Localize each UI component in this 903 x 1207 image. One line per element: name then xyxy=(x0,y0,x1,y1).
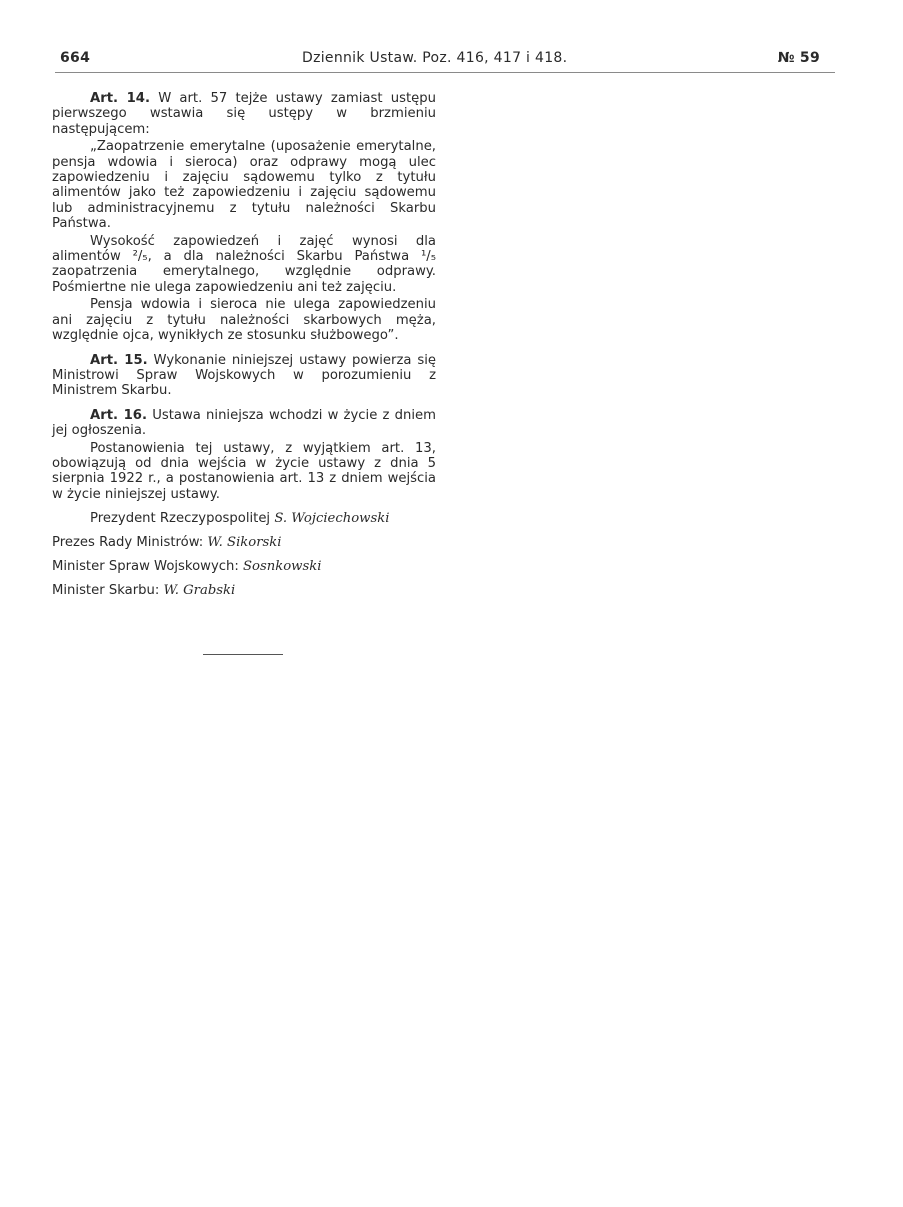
page-header xyxy=(60,50,820,70)
article-15-paragraph-1 xyxy=(52,353,436,399)
signature-name: W. Sikorski xyxy=(207,535,282,551)
signature-block xyxy=(52,511,436,598)
signature-role: Minister Spraw Wojskowych: xyxy=(52,559,239,575)
signature-prime-minister xyxy=(52,535,436,550)
signature-role: Prezes Rady Ministrów: xyxy=(52,535,204,551)
article-14-paragraph-3: Wysokość zapowiedzeń i zajęć wynosi dla alimentów ²/₅, a dla należności Skarbu Państwa ¹/₅ zaopatrzenia emerytalnego, względnie odprawy. Pośmiertne nie ulega zapowiedzeniu ani też zajęciu. xyxy=(52,233,436,295)
page-number: 664 xyxy=(60,50,91,66)
signature-role: Minister Skarbu: xyxy=(52,583,160,599)
signature-name: S. Wojciechowski xyxy=(274,511,390,527)
signature-treasury-minister xyxy=(52,583,436,598)
signature-name: Sosnkowski xyxy=(243,559,322,575)
article-14-text-1: W art. 57 tejże ustawy zamiast ustępu pierwszego wstawia się ustępy w brzmieniu następującem: xyxy=(52,91,436,137)
article-15-text-1: Wykonanie niniejszej ustawy powierza się Ministrowi Spraw Wojskowych w porozumieniu z Ministrem Skarbu. xyxy=(52,352,436,399)
article-14-label: Art. 14. xyxy=(90,91,150,106)
article-14-paragraph-1 xyxy=(52,91,436,137)
article-16-paragraph-1 xyxy=(52,408,436,439)
signature-name: W. Grabski xyxy=(163,583,236,599)
text-column xyxy=(52,91,436,607)
article-15-label: Art. 15. xyxy=(90,352,148,368)
article-16-paragraph-2: Postanowienia tej ustawy, z wyjątkiem art. 13, obowiązują od dnia wejścia w życie ustawy z dnia 5 sierpnia 1922 r., a postanowienia art. 13 z dniem wejścia w życie niniejszej ustawy. xyxy=(52,440,436,502)
signature-military-minister xyxy=(52,559,436,574)
end-of-section-rule xyxy=(203,654,283,655)
issue-number: № 59 xyxy=(777,50,820,66)
signature-president xyxy=(52,511,436,526)
article-16-label: Art. 16. xyxy=(90,407,147,423)
article-14-paragraph-2: „Zaopatrzenie emerytalne (uposażenie emerytalne, pensja wdowia i sieroca) oraz odprawy mogą ulec zapowiedzeniu i zajęciu sądowemu tylko z tytułu alimentów jako też zapowiedzeniu i zajęciu sądowemu lub administracyjnemu z tytułu należności Skarbu Państwa. xyxy=(52,139,436,232)
article-14-paragraph-4: Pensja wdowia i sieroca nie ulega zapowiedzeniu ani zajęciu z tytułu należności skarbowych męża, względnie ojca, wynikłych ze stosunku służbowego”. xyxy=(52,297,436,344)
article-16-text-1: Ustawa niniejsza wchodzi w życie z dniem jej ogłoszenia. xyxy=(52,407,436,439)
journal-title: Dziennik Ustaw. Poz. 416, 417 i 418. xyxy=(302,50,568,66)
header-rule xyxy=(55,72,835,73)
signature-role: Prezydent Rzeczypospolitej xyxy=(90,511,271,527)
